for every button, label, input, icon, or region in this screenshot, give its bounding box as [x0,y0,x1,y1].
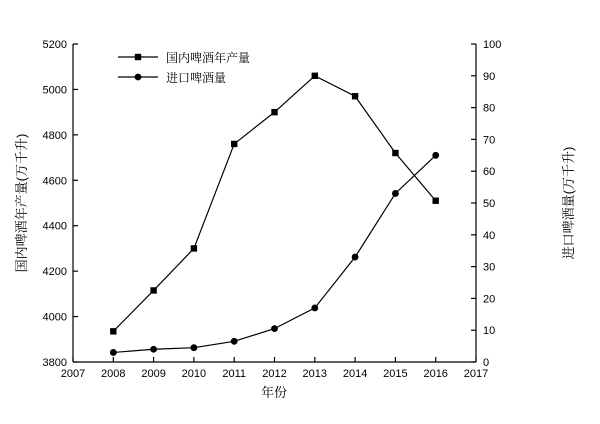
x-tick-label: 2013 [302,368,328,380]
x-tick-label: 2012 [262,368,287,380]
x-tick-label: 2016 [423,368,448,380]
x-tick-label: 2011 [222,368,247,380]
series-2-point [432,152,439,159]
legend-label-1: 国内啤酒年产量 [166,51,251,65]
y-tick-label-left: 4000 [42,311,67,324]
series-1-point [150,287,156,293]
y-axis-title-left: 国内啤酒年产量(万千升) [14,133,29,273]
y-tick-label-right: 100 [483,39,502,51]
legend-marker-1 [135,54,141,60]
x-tick-label: 2015 [383,368,408,380]
y-tick-label-left: 4400 [42,220,67,233]
series-1-point [392,150,398,156]
y-tick-label-left: 4800 [42,129,67,142]
y-tick-label-right: 40 [483,229,496,242]
x-tick-label: 2009 [141,368,166,380]
series-1-point [110,328,116,334]
series-2-point [110,349,117,356]
legend-label-2: 进口啤酒量 [166,71,227,85]
series-1-point [433,198,439,204]
y-tick-label-right: 30 [483,261,496,274]
legend-marker-2 [135,74,142,81]
y-tick-label-right: 60 [483,166,496,179]
series-2-point [150,346,157,353]
y-tick-label-right: 80 [483,102,496,115]
series-2-point [271,325,278,332]
series-1-point [352,93,358,99]
x-axis-title: 年份 [260,385,288,400]
series-line-2 [113,155,435,352]
series-2-point [311,305,318,312]
y-tick-label-right: 10 [483,325,496,338]
y-tick-label-left: 4600 [42,175,67,188]
series-2-point [392,190,399,197]
x-tick-label: 2014 [342,368,368,380]
x-tick-label: 2007 [60,368,86,380]
y-tick-label-right: 20 [483,293,496,306]
series-2-point [352,254,359,261]
y-tick-label-left: 4200 [42,266,67,279]
x-tick-label: 2017 [463,368,489,380]
y-tick-label-right: 70 [483,134,496,147]
y-tick-label-left: 5200 [42,39,67,51]
series-1-point [231,141,237,147]
y-tick-label-right: 90 [483,70,496,83]
series-1-point [271,109,277,115]
y-tick-label-right: 50 [483,198,496,210]
series-1-point [312,73,318,79]
x-tick-label: 2010 [181,368,207,380]
y-tick-label-left: 3800 [42,357,67,369]
y-tick-label-left: 5000 [42,84,67,97]
y-tick-label-right: 0 [483,357,490,369]
series-1-point [191,245,197,251]
y-axis-title-right: 进口啤酒量(万千升) [561,146,576,260]
series-2-point [191,344,198,351]
x-tick-label: 2008 [101,368,126,380]
series-2-point [231,338,238,345]
